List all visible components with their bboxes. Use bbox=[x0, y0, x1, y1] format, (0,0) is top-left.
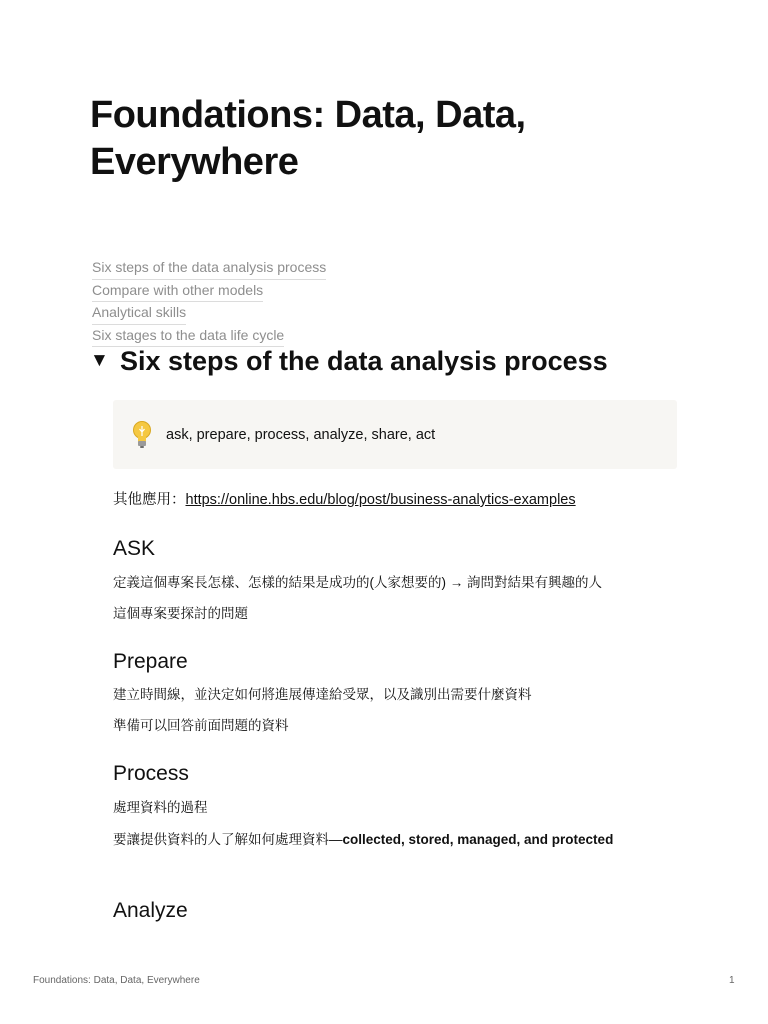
process-line-2 bbox=[113, 829, 633, 851]
other-applications-line bbox=[113, 490, 576, 511]
toc-link-analytical-skills[interactable]: Analytical skills bbox=[92, 302, 186, 325]
heading-analyze: Analyze bbox=[113, 899, 188, 922]
business-analytics-link[interactable]: https://online.hbs.edu/blog/post/business-analytics-examples bbox=[185, 492, 576, 508]
process-line-2-text: 要讓提供資料的人了解如何處理資料— bbox=[113, 832, 343, 847]
callout-text: ask, prepare, process, analyze, share, act bbox=[166, 426, 436, 443]
footer-title: Foundations: Data, Data, Everywhere bbox=[33, 975, 200, 986]
toc-link-six-steps[interactable]: Six steps of the data analysis process bbox=[92, 257, 326, 280]
process-line-2-bold: collected, stored, managed, and protected bbox=[342, 832, 614, 847]
ask-line-1: 定義這個專案長怎樣、怎樣的結果是成功的(人家想要的) → 詢問對結果有興趣的人 bbox=[113, 575, 602, 590]
other-applications-label: 其他應用： bbox=[113, 492, 186, 508]
section-heading-toggle[interactable] bbox=[90, 344, 608, 378]
section-heading-text: Six steps of the data analysis process bbox=[120, 346, 608, 376]
toc-link-compare-models[interactable]: Compare with other models bbox=[92, 280, 263, 303]
ask-line-2: 這個專案要探討的問題 bbox=[113, 606, 248, 621]
footer-page-number: 1 bbox=[729, 975, 735, 986]
toc-link-data-life-cycle[interactable]: Six stages to the data life cycle bbox=[92, 325, 284, 348]
prepare-line-2: 準備可以回答前面問題的資料 bbox=[113, 718, 289, 733]
lightbulb-icon bbox=[131, 420, 153, 450]
prepare-line-1: 建立時間線，並決定如何將進展傳達給受眾，以及識別出需要什麼資料 bbox=[113, 687, 532, 702]
heading-ask: ASK bbox=[113, 537, 156, 560]
process-line-1: 處理資料的過程 bbox=[113, 800, 208, 815]
heading-prepare: Prepare bbox=[113, 650, 188, 673]
page-title: Foundations: Data, Data, Everywhere bbox=[90, 94, 526, 183]
table-of-contents bbox=[92, 257, 326, 347]
toggle-triangle-icon[interactable]: ▼ bbox=[90, 350, 109, 371]
callout-box bbox=[113, 400, 677, 469]
heading-process: Process bbox=[113, 762, 189, 785]
